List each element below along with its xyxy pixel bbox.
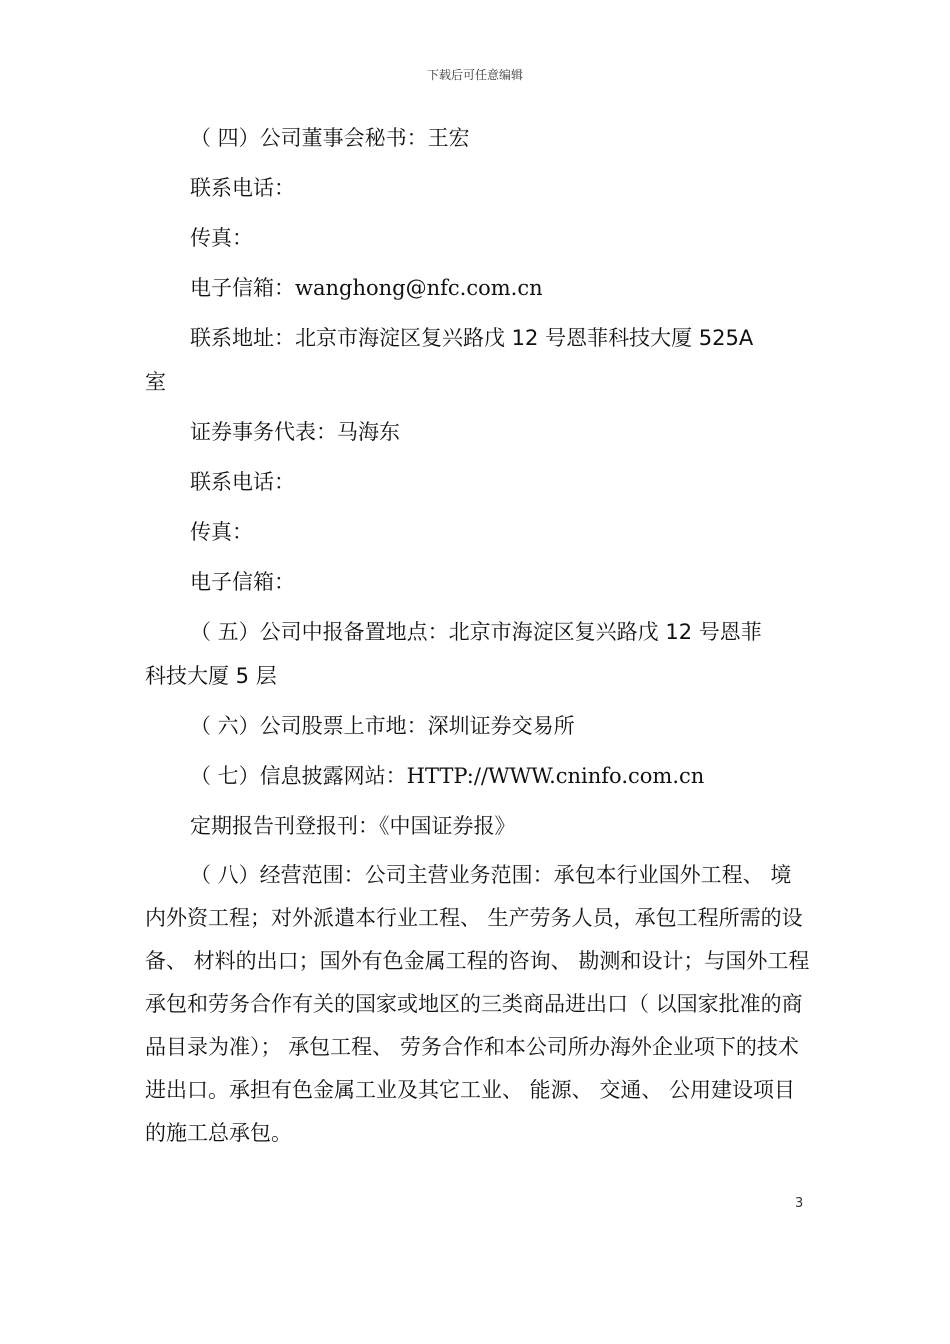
representative-phone-line: 联系电话： [190, 470, 295, 494]
secretary-fax-line: 传真： [190, 226, 253, 250]
stock-exchange-line: （ 六）公司股票上市地：深圳证券交易所 [190, 714, 575, 738]
report-place-continuation: 科技大厦 5 层 [145, 664, 277, 688]
secretary-email-line: 电子信箱：wanghong@nfc.com.cn [190, 276, 543, 300]
page-header: 下载后可任意编辑 [426, 68, 523, 82]
report-place-line: （ 五）公司中报备置地点：北京市海淀区复兴路戊 12 号恩菲 [190, 620, 762, 644]
page-number: 3 [795, 1196, 804, 1211]
representative-email-line: 电子信箱： [190, 570, 295, 594]
disclosure-website-line: （ 七）信息披露网站：HTTP://WWW.cninfo.com.cn [190, 764, 705, 788]
securities-representative-line: 证券事务代表：马海东 [190, 420, 400, 444]
secretary-line: （ 四）公司董事会秘书：王宏 [190, 126, 470, 150]
secretary-address-line: 联系地址：北京市海淀区复兴路戊 12 号恩菲科技大厦 525A [190, 326, 754, 350]
newspaper-line: 定期报告刊登报刊：《中国证券报》 [190, 814, 516, 838]
secretary-phone-line: 联系电话： [190, 176, 295, 200]
representative-fax-line: 传真： [190, 520, 253, 544]
business-scope-paragraph: （ 八）经营范围：公司主营业务范围：承包本行业国外工程、 境内外资工程；对外派遣本行业工程、 生产劳务人员，承包工程所需的设备、 材料的出口；国外有色金属工程的咨询、 勘测和设计；与国外工程承包和劳务合作有关的国家或地区的三类商品进出口（ 以国家批准的商品目录为准）； 承包工程、 劳务合作和本公司所办海外企业项下的技术进出口。承担有色金属工业及其它工业、 能源、 交通、 公用建设项目的施工总承包。 [145, 863, 810, 1145]
secretary-address-continuation: 室 [145, 370, 166, 394]
document-body [145, 116, 810, 1155]
